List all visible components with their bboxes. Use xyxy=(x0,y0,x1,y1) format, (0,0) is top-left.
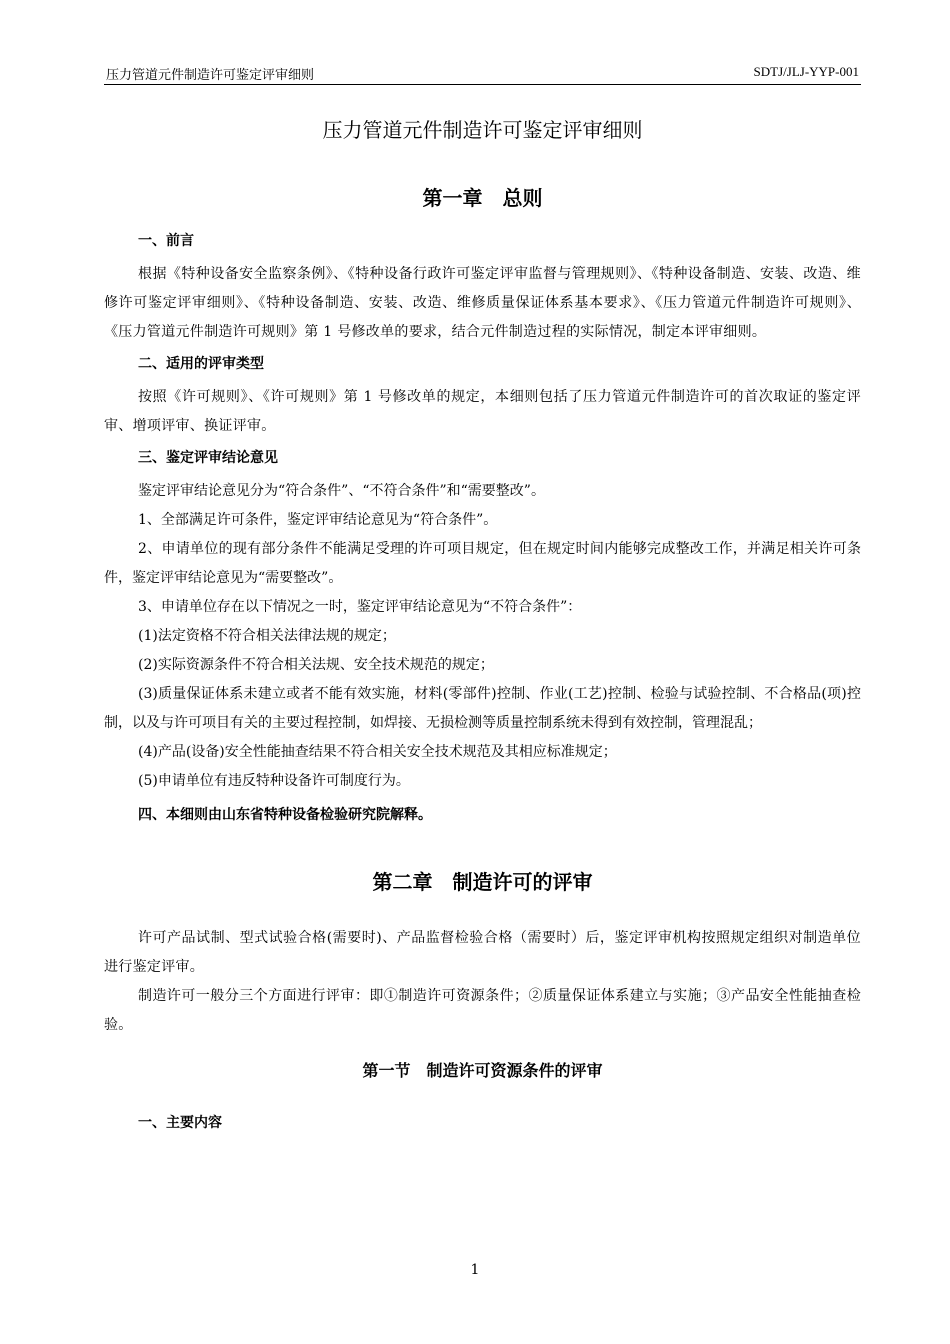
chapter-1-title: 第一章 总则 xyxy=(422,186,543,210)
document-title: 压力管道元件制造许可鉴定评审细则 xyxy=(322,118,643,142)
conclusion-item-2: 2、申请单位的现有部分条件不能满足受理的许可项目规定，但在规定时间内能够完成整改工作，并满足相关许可条件，鉴定评审结论意见为“需要整改”。 xyxy=(104,541,861,586)
condition-2: (2)实际资源条件不符合相关法规、安全技术规范的规定； xyxy=(138,657,494,673)
conclusion-intro: 鉴定评审结论意见分为“符合条件”、“不符合条件”和“需要整改”。 xyxy=(138,483,545,499)
condition-4: (4)产品(设备)安全性能抽查结果不符合相关安全技术规范及其相应标准规定； xyxy=(138,744,617,760)
preface-paragraph: 根据《特种设备安全监察条例》、《特种设备行政许可鉴定评审监督与管理规则》、《特种设备制造、安装、改造、维修许可鉴定评审细则》、《特种设备制造、安装、改造、维修质量保证体系基本要求》、《压力管道元件制造许可规则》、《压力管道元件制造许可规则》第 1 号修改单的要求，结合元件制造过程的实际情况，制定本评审细则。 xyxy=(104,266,861,340)
header-doc-code: SDTJ/JLJ-YYP-001 xyxy=(753,64,859,79)
condition-3: (3)质量保证体系未建立或者不能有效实施，材料(零部件)控制、作业(工艺)控制、检验与试验控制、不合格品(项)控制，以及与许可项目有关的主要过程控制，如焊接、无损检测等质量控制系统未得到有效控制，管理混乱； xyxy=(104,686,861,731)
main-content-heading: 一、主要内容 xyxy=(138,1115,222,1131)
page-header xyxy=(104,62,861,85)
chapter-2-paragraph-1: 许可产品试制、型式试验合格(需要时)、产品监督检验合格（需要时）后，鉴定评审机构按照规定组织对制造单位进行鉴定评审。 xyxy=(104,930,861,975)
conclusion-item-3: 3、申请单位存在以下情况之一时，鉴定评审结论意见为“不符合条件”： xyxy=(138,599,582,615)
condition-1: (1)法定资格不符合相关法律法规的规定； xyxy=(138,628,396,644)
section-interpretation-heading: 四、本细则由山东省特种设备检验研究院解释。 xyxy=(138,807,432,823)
page-content xyxy=(104,112,861,1134)
chapter-2-title: 第二章 制造许可的评审 xyxy=(372,870,593,894)
conclusion-item-1: 1、全部满足许可条件，鉴定评审结论意见为“符合条件”。 xyxy=(138,512,498,528)
section-review-types-heading: 二、适用的评审类型 xyxy=(138,356,264,372)
section-conclusion-heading: 三、鉴定评审结论意见 xyxy=(138,450,278,466)
header-title: 压力管道元件制造许可鉴定评审细则 xyxy=(106,68,315,83)
chapter-2-paragraph-2: 制造许可一般分三个方面进行评审：即①制造许可资源条件；②质量保证体系建立与实施；③产品安全性能抽查检验。 xyxy=(104,988,861,1033)
section-preface-heading: 一、前言 xyxy=(138,233,194,249)
page-number: 1 xyxy=(470,1262,480,1278)
condition-5: (5)申请单位有违反特种设备许可制度行为。 xyxy=(138,773,410,789)
review-types-paragraph: 按照《许可规则》、《许可规则》第 1 号修改单的规定，本细则包括了压力管道元件制造许可的首次取证的鉴定评审、增项评审、换证评审。 xyxy=(104,389,861,434)
section-1-title: 第一节 制造许可资源条件的评审 xyxy=(362,1061,603,1080)
